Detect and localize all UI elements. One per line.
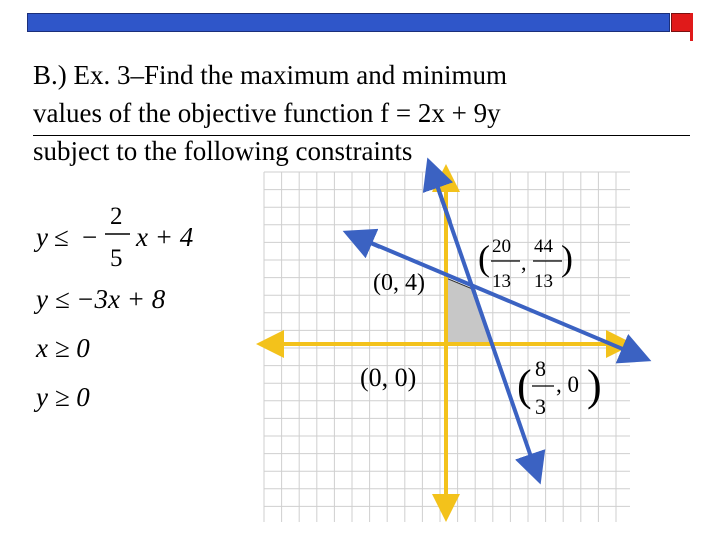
constraint-line-1-start [350,234,380,247]
constraint-2: y ≤ −3x + 8 [36,284,166,314]
svg-text:−: − [82,222,98,252]
svg-text:20: 20 [492,236,511,257]
svg-text:): ) [587,361,602,410]
constraint-4: y ≥ 0 [36,382,90,412]
svg-text:y: y [36,222,48,252]
svg-text:(: ( [517,361,532,410]
svg-text:13: 13 [492,271,511,292]
vertex-label-intersection [478,236,573,292]
slide-title: B.) Ex. 3–Find the maximum and minimum values of the objective function f = 2x + 9y subject to the following constraints [33,60,507,166]
svg-text:3: 3 [535,394,546,419]
svg-text:8: 8 [535,356,546,381]
svg-text:13: 13 [534,271,553,292]
svg-text:5: 5 [110,245,123,272]
constraint-1 [33,203,193,272]
svg-text:): ) [561,238,573,278]
feasible-region [446,278,492,344]
svg-text:44: 44 [534,236,553,257]
vertex-label-0-0: (0, 0) [360,363,417,392]
constraint-3: x ≥ 0 [36,333,90,363]
svg-text:x + 4: x + 4 [136,222,194,252]
svg-text:,: , [521,250,527,275]
svg-text:(: ( [478,238,490,278]
vertex-label-0-4: (0, 4) [373,270,425,296]
svg-text:, 0: , 0 [556,372,579,397]
svg-text:≤: ≤ [54,222,69,252]
svg-text:2: 2 [110,203,123,230]
